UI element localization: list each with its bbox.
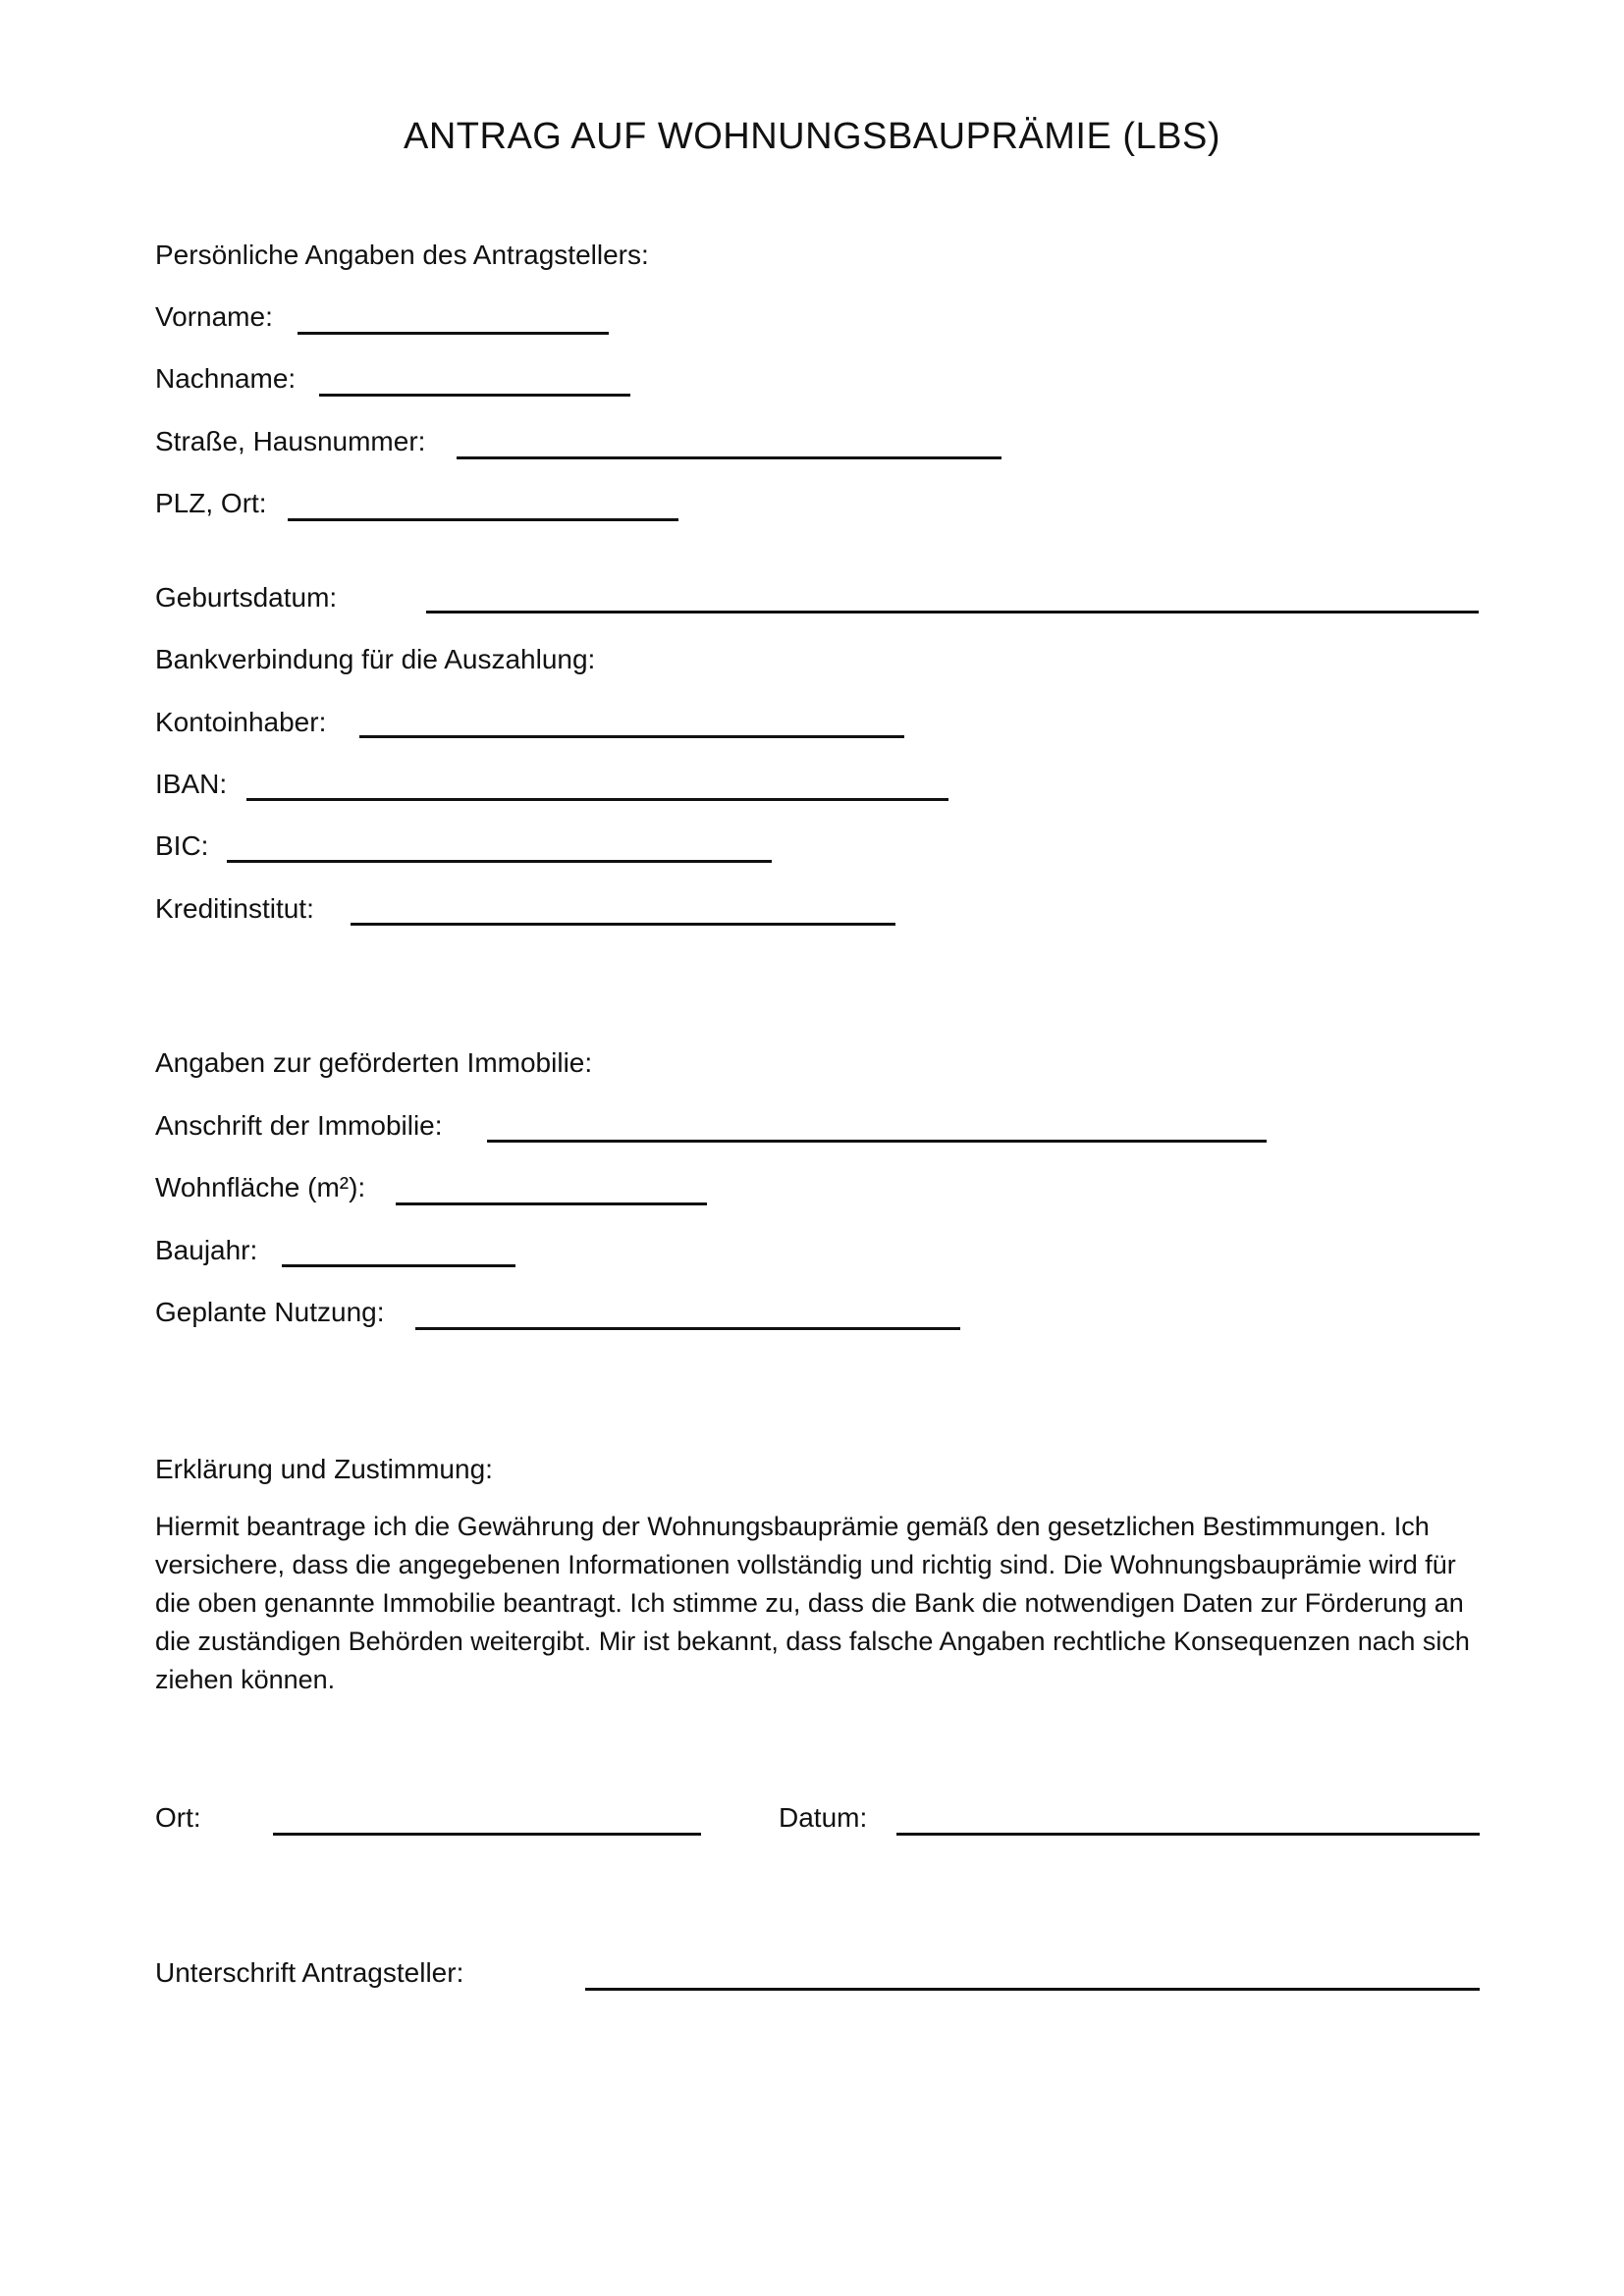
birth-date-field[interactable] [426, 611, 1479, 614]
planned-use-label: Geplante Nutzung: [155, 1297, 385, 1327]
property-address-field[interactable] [487, 1140, 1267, 1143]
living-area-label: Wohnfläche (m²): [155, 1172, 366, 1202]
year-built-label: Baujahr: [155, 1235, 258, 1265]
first-name-field[interactable] [298, 332, 609, 335]
institution-field[interactable] [351, 923, 895, 926]
personal-section-heading: Persönliche Angaben des Antragstellers: [155, 240, 649, 270]
bank-section-heading: Bankverbindung für die Auszahlung: [155, 644, 596, 674]
place-label: Ort: [155, 1802, 201, 1833]
place-field[interactable] [273, 1833, 701, 1836]
planned-use-field[interactable] [415, 1327, 960, 1330]
birth-date-label: Geburtsdatum: [155, 582, 338, 613]
iban-label: IBAN: [155, 769, 228, 799]
signature-field[interactable] [585, 1988, 1480, 1991]
year-built-field[interactable] [282, 1264, 515, 1267]
declaration-text: Hiermit beantrage ich die Gewährung der Wohnungsbauprämie gemäß den gesetzlichen Bestimmungen. Ich versichere, dass die angegebenen Informationen vollständig und richtig sind. Die Wohnungsbauprämie wird für die oben genannte Immobilie beantragt. Ich stimme zu, dass die Bank die notwendigen Daten zur Förderung an die zuständigen Behörden weitergibt. Mir ist bekannt, dass falsche Angaben rechtliche Konsequenzen nach sich ziehen können. [155, 1512, 1470, 1694]
page-title: ANTRAG AUF WOHNUNGSBAUPRÄMIE (LBS) [404, 116, 1220, 157]
first-name-label: Vorname: [155, 301, 273, 332]
property-address-label: Anschrift der Immobilie: [155, 1110, 443, 1141]
living-area-field[interactable] [396, 1202, 707, 1205]
street-label: Straße, Hausnummer: [155, 426, 426, 456]
last-name-label: Nachname: [155, 363, 297, 394]
iban-field[interactable] [246, 798, 948, 801]
date-label: Datum: [779, 1802, 868, 1833]
bic-label: BIC: [155, 830, 209, 861]
zip-city-field[interactable] [288, 518, 678, 521]
account-holder-label: Kontoinhaber: [155, 707, 327, 737]
property-section-heading: Angaben zur geförderten Immobilie: [155, 1047, 593, 1078]
account-holder-field[interactable] [359, 735, 904, 738]
zip-city-label: PLZ, Ort: [155, 488, 267, 518]
bic-field[interactable] [227, 860, 772, 863]
date-field[interactable] [896, 1833, 1480, 1836]
last-name-field[interactable] [319, 394, 630, 397]
institution-label: Kreditinstitut: [155, 893, 314, 924]
declaration-section-heading: Erklärung und Zustimmung: [155, 1454, 493, 1484]
signature-label: Unterschrift Antragsteller: [155, 1957, 464, 1988]
street-field[interactable] [457, 456, 1001, 459]
